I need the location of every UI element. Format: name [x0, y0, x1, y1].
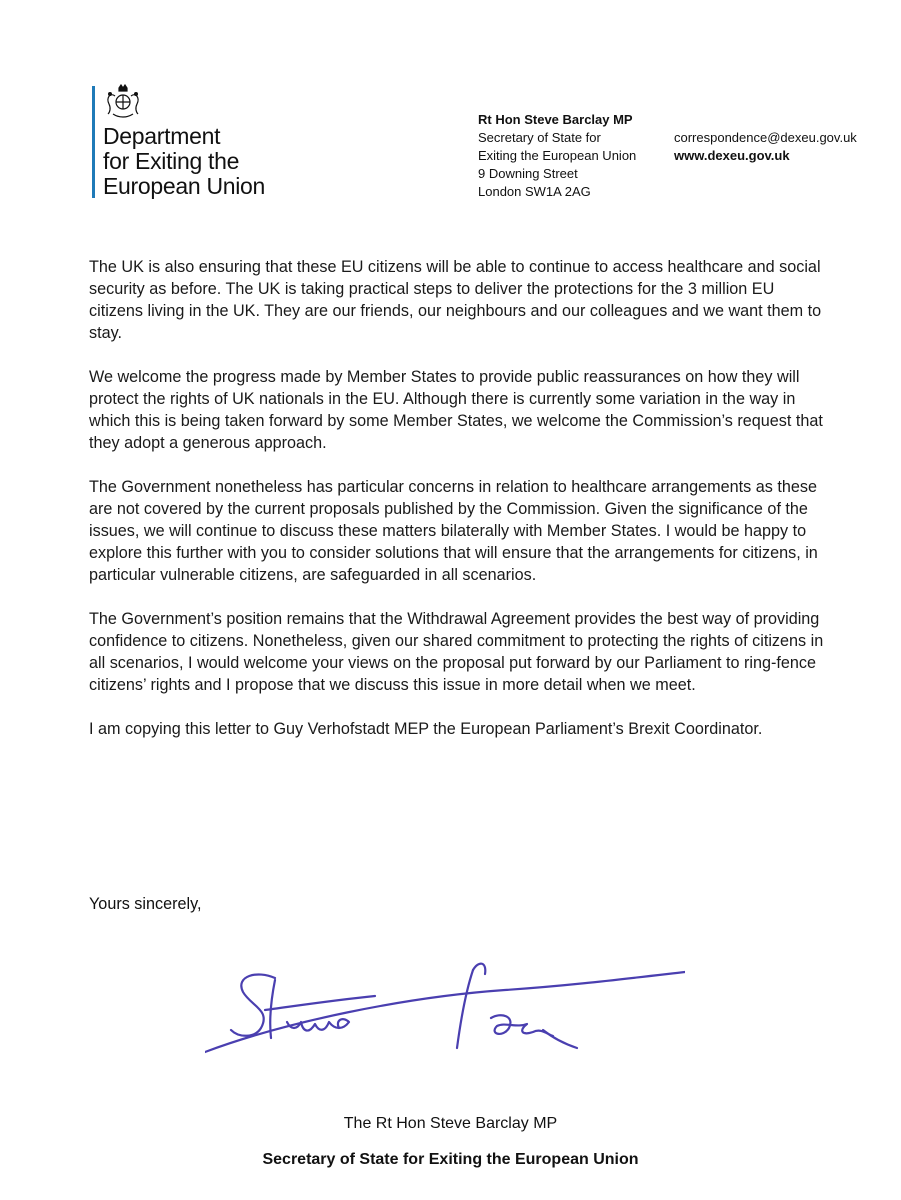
sender-address-line-2: London SW1A 2AG	[478, 184, 591, 199]
sender-title-line-2: Exiting the European Union	[478, 148, 637, 163]
contact-website: www.dexeu.gov.uk	[674, 148, 790, 163]
closing-salutation: Yours sincerely,	[89, 895, 202, 913]
body-paragraph-3: The Government nonetheless has particular concerns in relation to healthcare arrangements as these are not covered by the current proposals published by the Commission. Given the significance of the issues, we will continue to discuss these matters bilaterally with Member States. I would be happy to explore this further with you to consider solutions that will ensure that the arrangements for citizens, in particular vulnerable citizens, are safeguarded in all scenarios.	[89, 478, 818, 584]
body-paragraph-5: I am copying this letter to Guy Verhofstadt MEP the European Parliament’s Brexit Coordinator.	[89, 720, 763, 738]
department-logo	[92, 84, 265, 199]
sender-name: Rt Hon Steve Barclay MP	[478, 112, 633, 127]
contact-block	[674, 129, 857, 165]
letter-body	[89, 256, 829, 762]
body-paragraph-1: The UK is also ensuring that these EU citizens will be able to continue to access healthcare and social security as before. The UK is taking practical steps to deliver the protections for the 3 million EU citizens living in the UK. They are our friends, our neighbours and our colleagues and we want them to stay.	[89, 258, 822, 342]
handwritten-signature-icon	[205, 940, 685, 1085]
logo-text-line-1: Department	[103, 123, 221, 149]
logo-text-line-3: European Union	[103, 173, 266, 199]
logo-text-line-2: for Exiting the	[103, 148, 240, 174]
sender-address-line-1: 9 Downing Street	[478, 166, 578, 181]
royal-crest-icon	[103, 84, 143, 120]
contact-email: correspondence@dexeu.gov.uk	[674, 130, 857, 145]
sender-title-line-1: Secretary of State for	[478, 130, 601, 145]
logo-accent-rule	[92, 86, 95, 198]
body-paragraph-4: The Government’s position remains that the Withdrawal Agreement provides the best way of providing confidence to citizens. Nonetheless, given our shared commitment to protecting the rights of citizens in all scenarios, I would welcome your views on the proposal put forward by our Parliament to ring-fence citizens’ rights and I propose that we discuss this issue in more detail when we meet.	[89, 610, 824, 694]
signer-title: Secretary of State for Exiting the European Union	[262, 1151, 639, 1168]
body-paragraph-2: We welcome the progress made by Member States to provide public reassurances on how they will protect the rights of UK nationals in the EU. Although there is currently some variation in the way in which this is being taken forward by some Member States, we welcome the Commission’s request that they adopt a generous approach.	[89, 368, 823, 452]
signer-name: The Rt Hon Steve Barclay MP	[343, 1115, 558, 1132]
sender-block	[478, 111, 636, 201]
